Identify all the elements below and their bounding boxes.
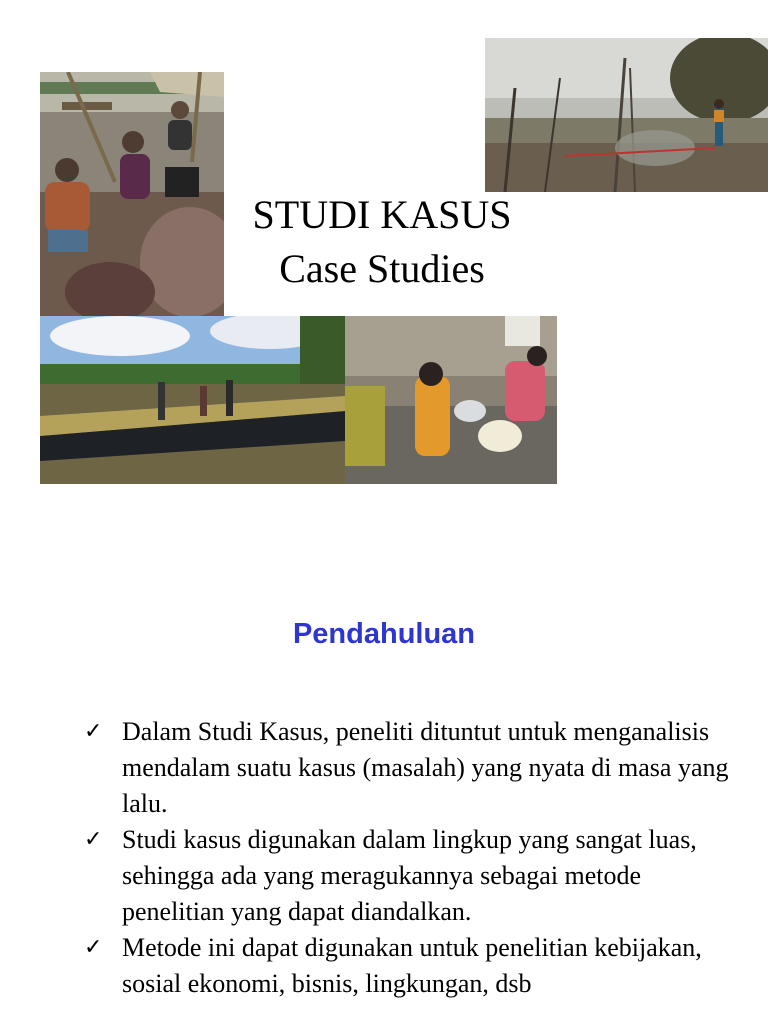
bullet-text: Dalam Studi Kasus, peneliti dituntut untuk menganalisis mendalam suatu kasus (masalah) yang nyata di masa yang lalu.	[122, 717, 729, 818]
kitchen-cooking-photo	[345, 316, 557, 484]
fishers-shellfish-photo	[40, 72, 224, 316]
title-block	[224, 192, 540, 292]
bullet-item	[82, 822, 742, 930]
bullet-item	[82, 714, 742, 822]
peat-fire-photo	[485, 38, 768, 192]
bullet-text: Metode ini dapat digunakan untuk penelitian kebijakan, sosial ekonomi, bisnis, lingkungan, dsb	[122, 933, 702, 998]
section-heading: Pendahuluan	[292, 618, 476, 650]
bullet-item	[82, 930, 742, 1002]
title: STUDI KASUS	[252, 192, 512, 237]
bullet-list	[82, 714, 742, 1002]
checkmark-icon: ✓	[84, 827, 103, 852]
cleared-field-canal-photo	[40, 316, 345, 484]
bullet-text: Studi kasus digunakan dalam lingkup yang sangat luas, sehingga ada yang meragukannya sebagai metode penelitian yang dapat diandalkan.	[122, 825, 697, 926]
title-slide	[0, 0, 768, 510]
introduction-slide	[0, 580, 768, 1024]
checkmark-icon: ✓	[84, 935, 103, 960]
checkmark-icon: ✓	[84, 719, 103, 744]
subtitle: Case Studies	[279, 246, 485, 291]
